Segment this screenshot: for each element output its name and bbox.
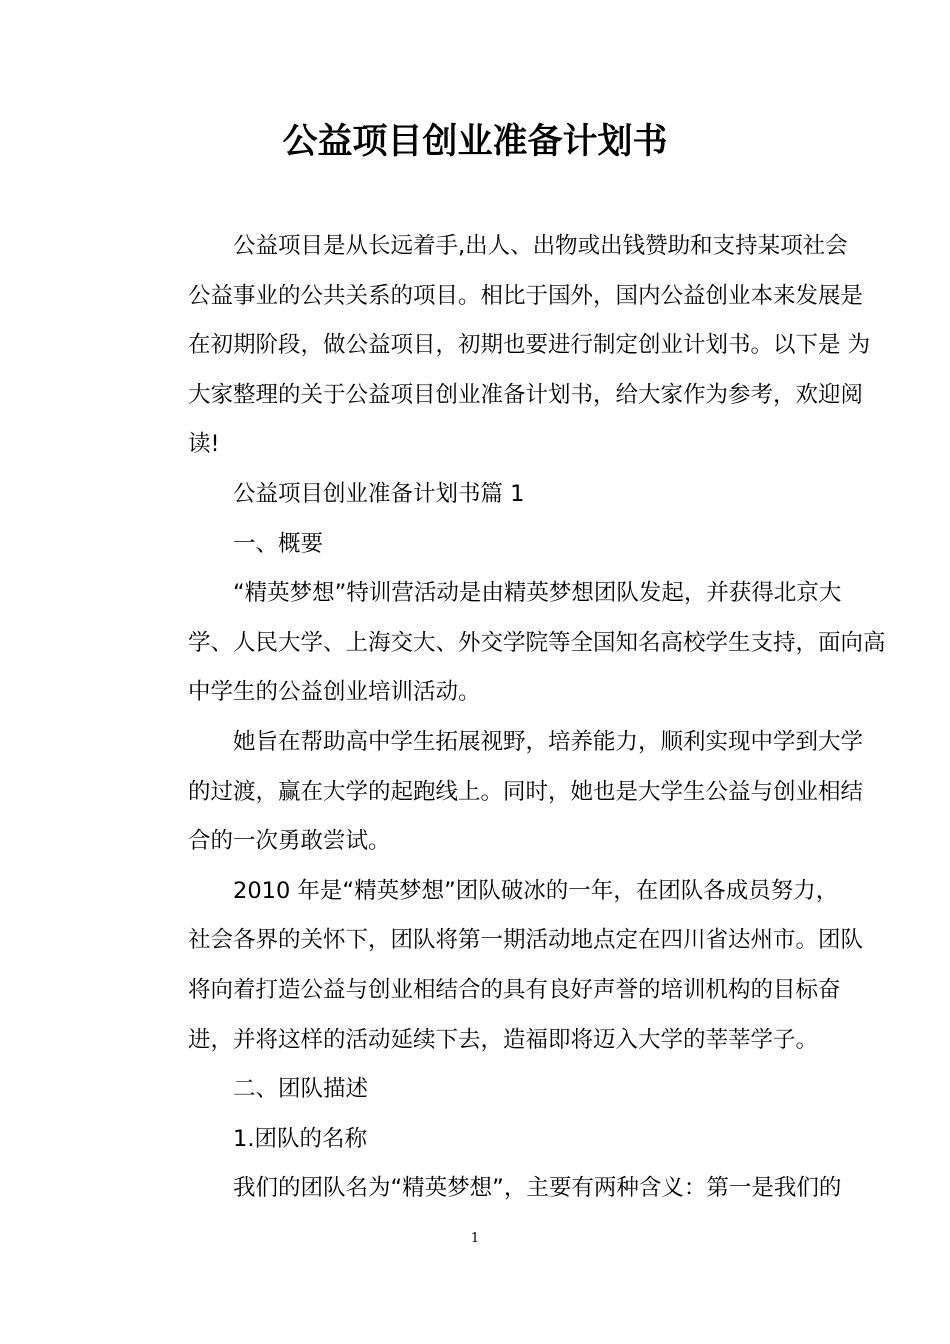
text-line: 她旨在帮助高中学生拓展视野，培养能力，顺利实现中学到大学	[233, 728, 864, 755]
page-number: 1	[470, 1231, 480, 1246]
text-line: 读!	[188, 431, 220, 458]
text-line: 中学生的公益创业培训活动。	[188, 679, 481, 706]
paragraph-intro	[143, 222, 871, 470]
paragraph-team-name	[143, 1164, 842, 1214]
text-line: 将向着打造公益与创业相结合的具有良好声誉的培训机构的目标奋	[188, 976, 841, 1003]
text-line: 一、概要	[233, 530, 324, 557]
text-line: 社会各界的关怀下，团队将第一期活动地点定在四川省达州市。团队	[188, 927, 864, 954]
section-heading-overview	[143, 520, 811, 570]
section-heading-team	[143, 1065, 811, 1115]
text-line: 公益项目创业准备计划书篇 1	[233, 480, 525, 507]
text-line: 2010 年是“精英梦想”团队破冰的一年，在团队各成员努力，	[233, 877, 839, 904]
document-body	[143, 222, 886, 1214]
text-line: 1.团队的名称	[233, 1125, 367, 1152]
text-line: 在初期阶段，做公益项目，初期也要进行制定创业计划书。以下是 为	[188, 332, 871, 359]
text-line: 大家整理的关于公益项目创业准备计划书，给大家作为参考，欢迎阅	[188, 381, 864, 408]
subsection-heading-team-name	[143, 1115, 811, 1165]
text-line: 二、团队描述	[233, 1076, 369, 1103]
document-title: 公益项目创业准备计划书	[282, 122, 668, 162]
paragraph-purpose	[143, 718, 864, 867]
text-line: 学、人民大学、上海交大、外交学院等全国知名高校学生支持，面向高	[188, 629, 886, 656]
text-line: 公益项目是从长远着手,出人、出物或出钱赞助和支持某项社会	[233, 233, 848, 259]
paragraph-2010	[143, 867, 864, 1065]
section-heading-plan-1	[143, 470, 811, 520]
text-line: 合的一次勇敢尝试。	[188, 828, 391, 855]
text-line: 公益事业的公共关系的项目。相比于国外，国内公益创业本来发展是	[188, 282, 864, 309]
text-line: 进，并将这样的活动延续下去，造福即将迈入大学的莘莘学子。	[188, 1026, 819, 1053]
paragraph-overview	[143, 569, 886, 718]
text-line: 的过渡，赢在大学的起跑线上。同时，她也是大学生公益与创业相结	[188, 778, 864, 805]
text-line: “精英梦想”特训营活动是由精英梦想团队发起，并获得北京大	[233, 580, 842, 607]
text-line: 我们的团队名为“精英梦想”，主要有两种含义：第一是我们的	[233, 1175, 842, 1202]
